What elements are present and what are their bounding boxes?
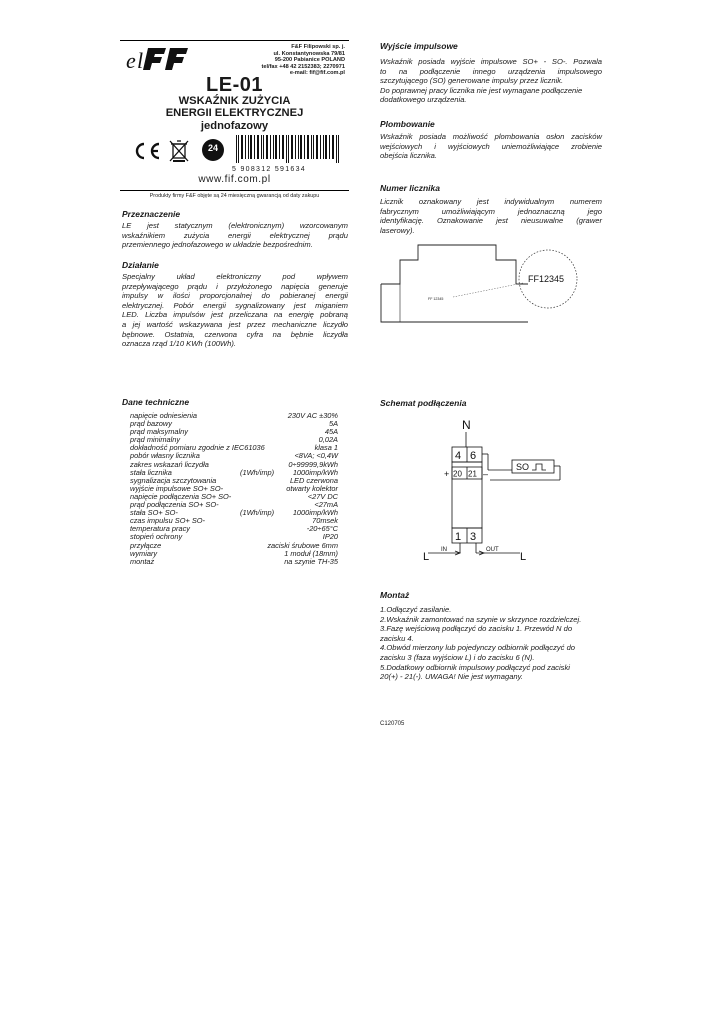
- company-line: ul. Konstantynowska 79/81: [273, 50, 345, 57]
- text-line: to na podłączenie innego urządzenia impulsowego: [380, 66, 602, 76]
- specs-table: [130, 412, 338, 566]
- company-line: 95-200 Pabianice POLAND: [274, 57, 345, 64]
- spec-label: napięcie podłączenia SO+ SO-: [130, 491, 232, 501]
- text-line: LED. Liczba impulsów jest przeliczana na energię pobraną: [122, 310, 348, 320]
- wyjscie-text: [380, 57, 602, 105]
- terminal-21: 21: [468, 469, 477, 479]
- przeznaczenie-text: [122, 221, 348, 250]
- spec-value: na szynie TH-35: [284, 556, 338, 566]
- company-line: tel/fax +48 42 2152383; 2270971: [261, 63, 345, 70]
- svg-text:l: l: [137, 48, 144, 73]
- text-line: wskaźnikiem zużycia energii elektrycznej prądu: [122, 230, 348, 240]
- title-line-3: jednofazowy: [200, 119, 269, 132]
- text-line: impulsy w ilości proporcjonalnej do pobieranej energii: [122, 291, 348, 301]
- spec-label: stopień ochrony: [130, 532, 183, 542]
- badge-number: 24: [207, 143, 218, 153]
- numer-text: [380, 197, 602, 235]
- company-logo: [126, 44, 196, 74]
- text-line: fabrycznym umożliwiającym jednoznaczną jego: [380, 206, 602, 216]
- spec-label: stała SO+ SO-: [130, 508, 178, 518]
- montaz-step: zacisku 3 (faza wyjściow L) i do zacisku 6 (N).: [380, 652, 535, 662]
- serial-big-label: FF12345: [528, 274, 565, 284]
- montaz-step: 3.Fazę wejściową podłączyć do zacisku 1. Przewód N do: [380, 624, 573, 634]
- spec-value: 1000imp/kWh: [292, 508, 338, 518]
- spec-label: czas impulsu SO+ SO-: [130, 516, 205, 526]
- text-line: obejścia licznika.: [380, 151, 437, 161]
- terminal-3: 3: [470, 531, 477, 543]
- section-heading-numer-licznika: Numer licznika: [380, 183, 440, 193]
- montaz-step: 4.Obwód mierzony lub pojedynczy odbiornik podłączyć do: [380, 643, 576, 653]
- spec-label: wyjście impulsowe SO+ SO-: [130, 483, 224, 493]
- spec-label: wymiary: [130, 548, 158, 558]
- section-heading-montaz: Montaż: [380, 590, 410, 600]
- wiring-diagram: [420, 414, 570, 564]
- text-line: szczytującego (SO) generowane impulsy przez licznik.: [380, 76, 564, 86]
- spec-value: otwarty kolektor: [286, 483, 338, 493]
- spec-value: 230V AC ±30%: [287, 411, 338, 420]
- spec-value: zaciski śrubowe 6mm: [267, 540, 338, 550]
- company-line: e-mail: fif@fif.com.pl: [289, 70, 345, 77]
- section-heading-dzialanie: Działanie: [122, 260, 159, 270]
- text-line: laserowy).: [380, 225, 415, 235]
- section-heading-przeznaczenie: Przeznaczenie: [122, 209, 181, 219]
- montaz-step: 2.Wskaźnik zamontować na szynie w skrzynce rozdzielczej.: [380, 614, 582, 624]
- spec-label: napięcie odniesienia: [130, 411, 197, 420]
- spec-value: 0,02A: [318, 435, 338, 445]
- line-right-label: L: [520, 551, 527, 563]
- spec-value: <27V DC: [307, 491, 338, 501]
- spec-value: LED czerwona: [289, 475, 338, 485]
- spec-row: [130, 558, 338, 566]
- text-line: LE jest statycznym (elektronicznym) wzorcowanym: [122, 221, 348, 230]
- product-title: [120, 95, 349, 132]
- section-heading-wyjscie-impulsowe: Wyjście impulsowe: [380, 41, 458, 51]
- montaz-steps: [380, 605, 606, 682]
- out-label: OUT: [486, 547, 499, 553]
- text-line: wejściowych i wyjściowych uniemożliwiające zrobienie: [380, 141, 602, 151]
- terminal-1: 1: [455, 531, 462, 543]
- device-outline-diagram: [378, 240, 608, 330]
- spec-label: stała licznika: [130, 467, 172, 477]
- spec-label: prąd podłączenia SO+ SO-: [130, 500, 219, 510]
- spec-label: temperatura pracy: [130, 524, 190, 534]
- plombowanie-text: [380, 132, 602, 161]
- spec-value: <27mA: [314, 500, 338, 510]
- spec-unit: (1Wh/imp): [240, 508, 275, 518]
- neutral-label: N: [462, 418, 471, 432]
- spec-value: klasa 1: [314, 443, 338, 453]
- plus-label: +: [444, 469, 450, 479]
- spec-label: prąd maksymalny: [130, 427, 188, 437]
- spec-value: 0÷99999,9kWh: [288, 459, 338, 469]
- barcode-icon: [232, 135, 347, 163]
- montaz-step: 20(+) - 21(-). UWAGA! Nie jest wymagany.: [380, 672, 523, 682]
- line-left-label: L: [423, 551, 430, 563]
- spec-unit: (1Wh/imp): [240, 467, 275, 477]
- text-line: Licznik oznakowany jest indywidualnym numerem: [380, 197, 602, 206]
- spec-label: pobór własny licznika: [130, 451, 200, 461]
- document-code: C120705: [380, 721, 405, 727]
- title-line-1: WSKAŹNIK ZUŻYCIA: [178, 95, 291, 107]
- company-address: [230, 44, 345, 77]
- svg-text:e: e: [126, 48, 136, 73]
- weee-bin-icon: [168, 139, 190, 168]
- section-heading-schemat: Schemat podłączenia: [380, 398, 467, 408]
- spec-value: 45A: [324, 427, 338, 437]
- header-bottom-rule: [120, 190, 349, 191]
- spec-value: -20÷65°C: [306, 524, 338, 534]
- text-line: identyfikację. Oznakowanie jest nieusuwalne (grawer: [380, 216, 602, 226]
- spec-value: 1 moduł (18mm): [284, 548, 338, 558]
- montaz-step: zacisku 4.: [380, 633, 414, 643]
- montaz-step: 1.Odłączyć zasilanie.: [380, 605, 452, 614]
- terminal-6: 6: [470, 450, 477, 462]
- text-line: a jej wartość wskazywana jest przez mechaniczne liczydło: [122, 319, 348, 329]
- spec-value: <8VA; <0,4W: [294, 451, 338, 461]
- text-line: elektrycznej. Pobór energii sygnalizowany jest miganiem: [122, 300, 348, 310]
- text-line: przemiennego jednofazowego w układzie bezpośrednim.: [122, 240, 313, 250]
- barcode-digits: 5 908312 591634: [232, 166, 306, 173]
- text-line: Wskaźnik posiada możliwość plombowania osłon zacisków: [380, 132, 602, 141]
- terminal-4: 4: [455, 450, 462, 462]
- barcode: [232, 135, 347, 171]
- company-line: F&F Filipowski sp. j.: [291, 44, 345, 50]
- terminal-20: 20: [453, 469, 462, 479]
- so-label: SO: [516, 462, 530, 472]
- title-line-2: ENERGII ELEKTRYCZNEJ: [165, 107, 304, 120]
- website-link[interactable]: www.fif.com.pl: [198, 174, 271, 185]
- text-line: oznacza rząd 1/10 KWh (100Wh).: [122, 339, 236, 349]
- spec-label: prąd bazowy: [130, 419, 172, 429]
- header-top-rule: [120, 40, 349, 41]
- section-heading-dane-techniczne: Dane techniczne: [122, 397, 190, 407]
- device-outline-svg: [378, 240, 608, 330]
- text-line: bębnowe. Ostatnia, czerwona cyfra na bębnie liczydła: [122, 329, 348, 339]
- spec-label: przyłącze: [130, 540, 162, 550]
- spec-label: sygnalizacja szczytowania: [130, 475, 217, 485]
- spec-label: montaż: [130, 556, 155, 566]
- wiring-diagram-svg: [420, 414, 570, 564]
- serial-small-label: FF 12345: [428, 297, 444, 301]
- ff-logo-icon: [126, 44, 196, 74]
- model-name: LE-01: [206, 74, 263, 96]
- montaz-step: 5.Dodatkowy odbiornik impulsowy podłączyć pod zaciski: [380, 662, 570, 672]
- spec-label: dokładność pomiaru zgodnie z IEC61036: [130, 443, 265, 453]
- text-line: Wskaźnik posiada wyjście impulsowe SO+ - SO-. Pozwala: [380, 57, 602, 66]
- spec-value: IP20: [322, 532, 338, 542]
- section-heading-plombowanie: Plombowanie: [380, 119, 435, 129]
- warranty-24-badge: [202, 139, 224, 161]
- spec-label: zakres wskazań liczydła: [130, 459, 209, 469]
- text-line: dodatkowego urządzenia.: [380, 95, 467, 105]
- spec-value: 5A: [328, 419, 338, 429]
- text-line: Specjalny układ elektroniczny pod wpływem: [122, 272, 348, 281]
- spec-label: prąd minimalny: [130, 435, 181, 445]
- ce-mark-icon: [132, 142, 162, 165]
- text-line: przepływającego prądu i przyłożonego napięcia generuje: [122, 281, 348, 291]
- in-label: IN: [441, 547, 447, 553]
- text-line: Do poprawnej pracy licznika nie jest wymagane podłączenie: [380, 85, 583, 95]
- spec-value: 1000imp/kWh: [292, 467, 338, 477]
- spec-value: 70msek: [312, 516, 338, 526]
- minus-label: –: [483, 469, 489, 479]
- warranty-note: Produkty firmy F&F objęte są 24 miesięczną gwarancją od daty zakupu: [149, 193, 320, 199]
- dzialanie-text: [122, 272, 348, 349]
